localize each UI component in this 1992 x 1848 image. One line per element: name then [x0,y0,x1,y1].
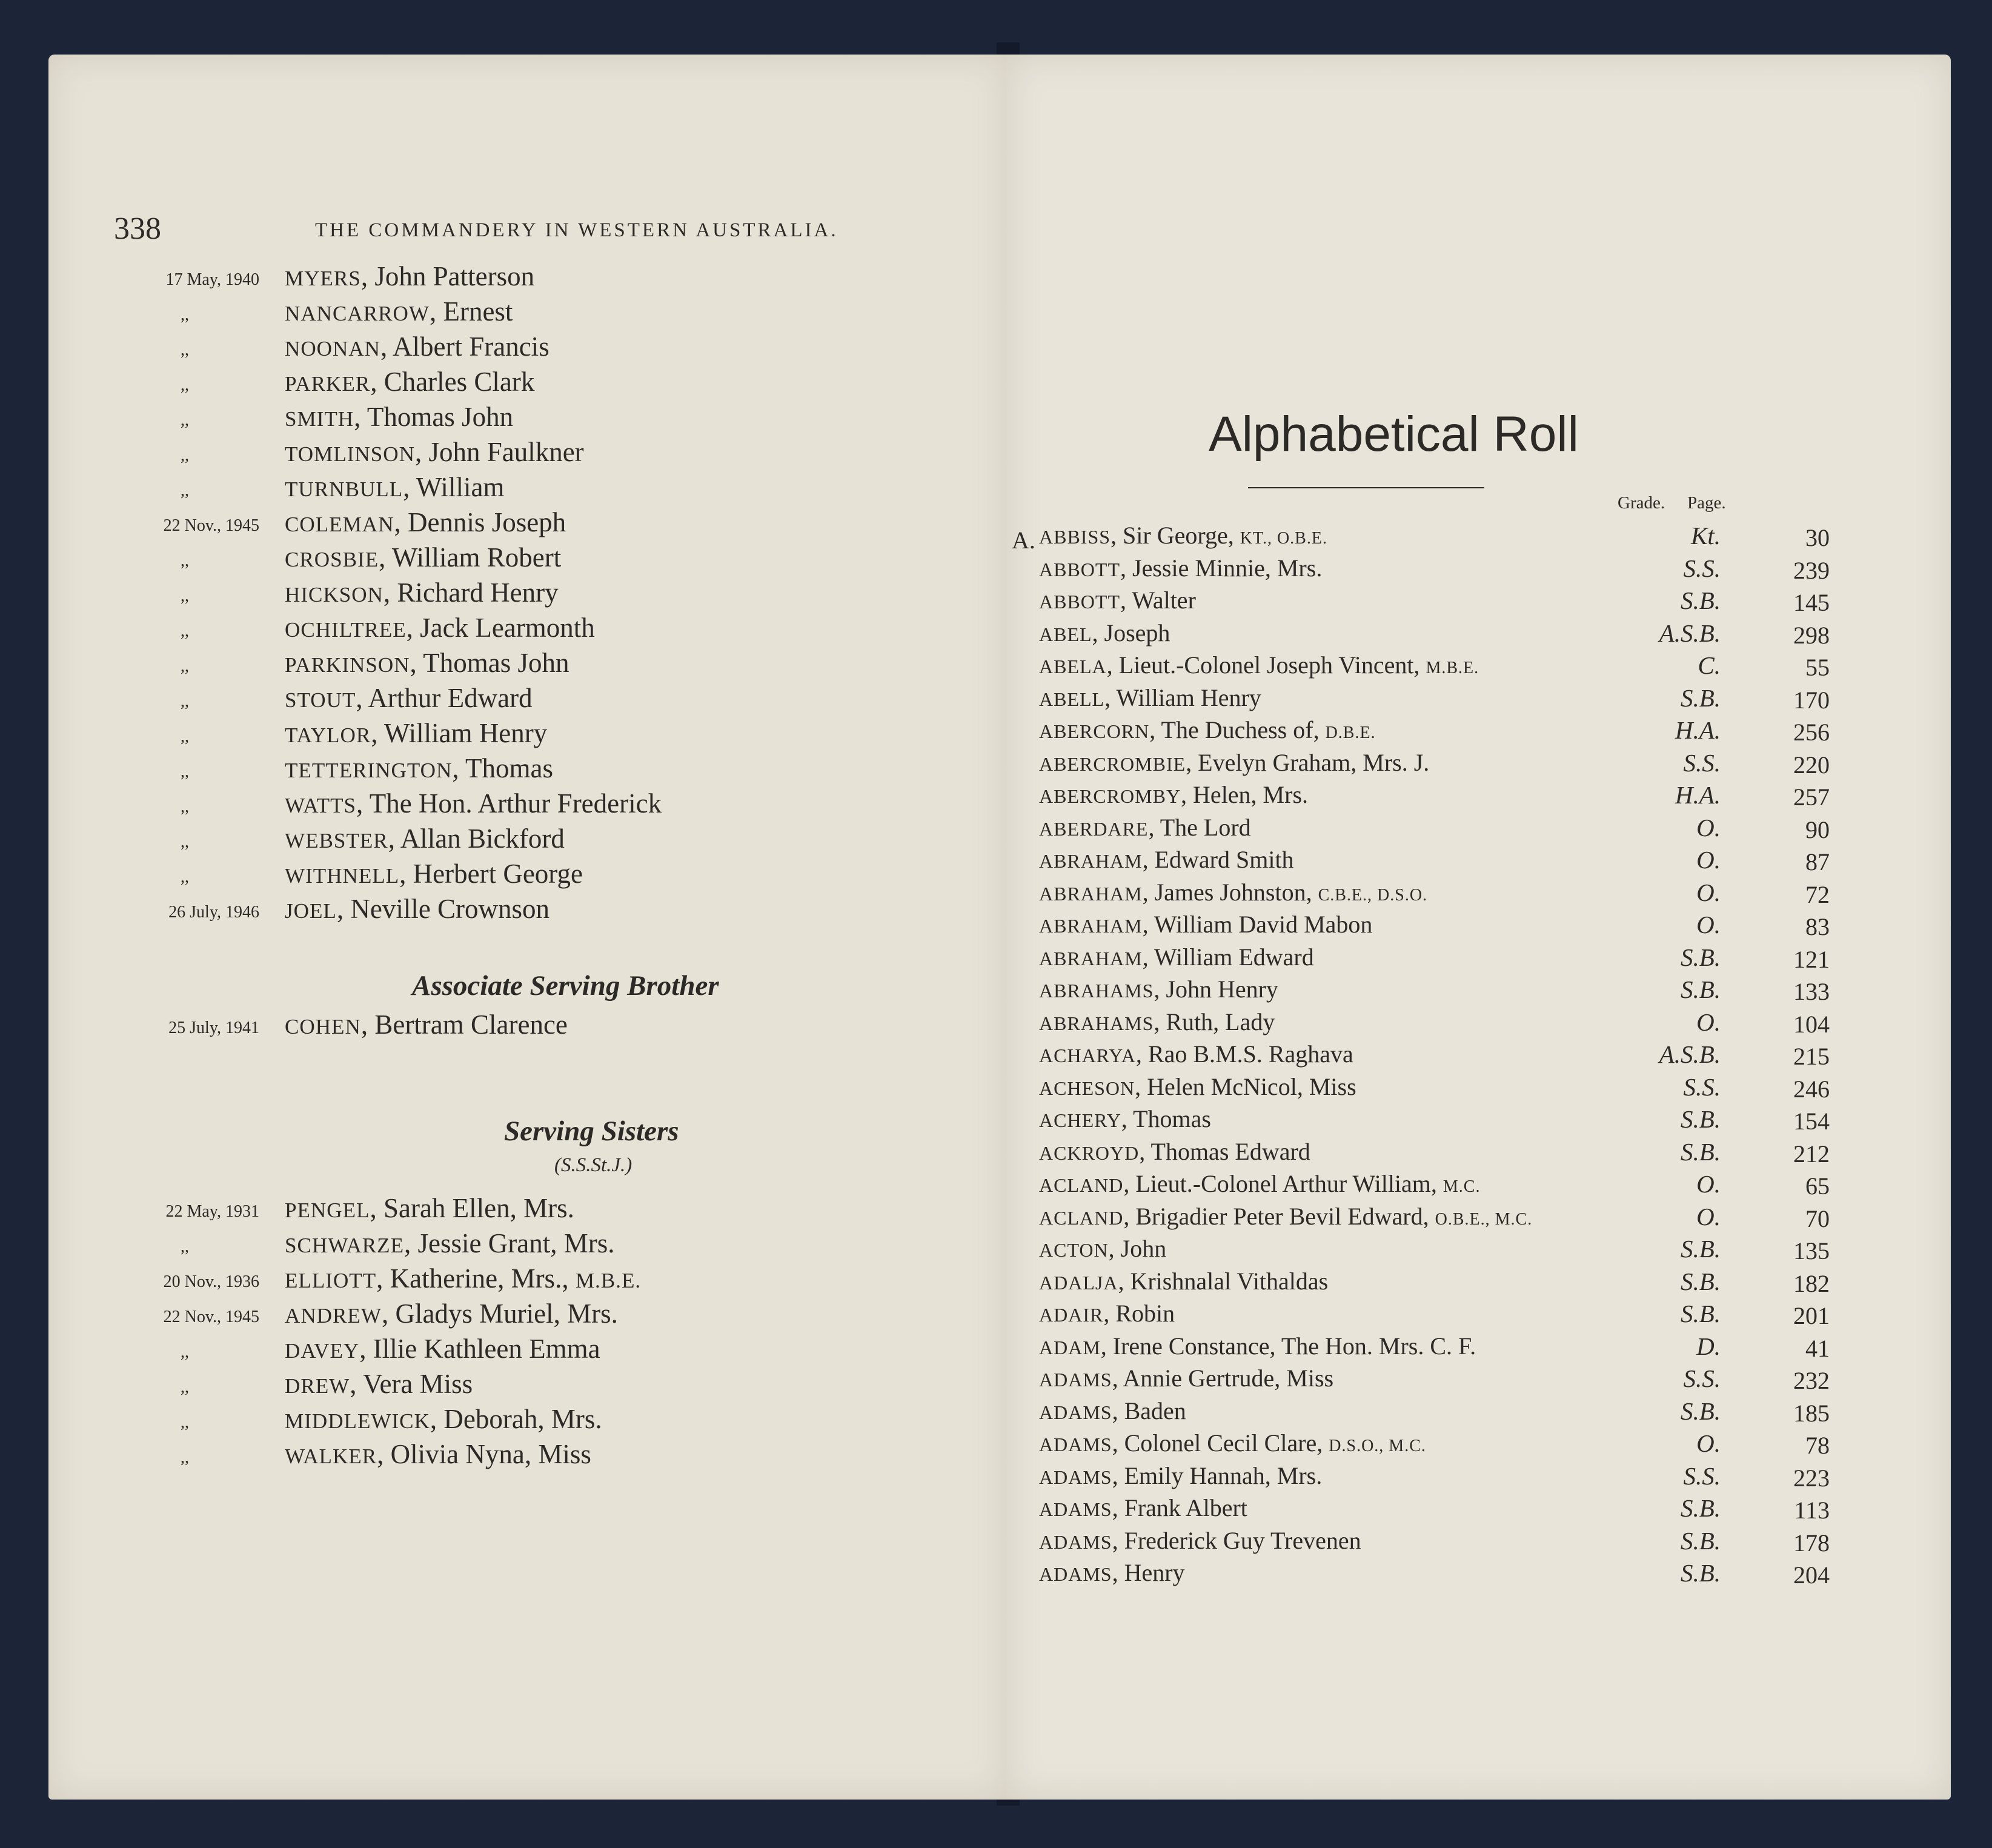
roll-entry-surname: ADALJA [1039,1271,1118,1294]
entry-surname: WATTS [285,794,357,817]
roll-entry-given-names: , Sir George, [1111,522,1240,549]
roll-entry-given-names: , Lieut.-Colonel Arthur William, [1123,1170,1443,1197]
roll-entry-honours: M.B.E. [1426,659,1479,677]
roll-entry-name [1039,1169,1480,1198]
roll-entry-name [1039,975,1278,1003]
roll-entry-grade: D. [1696,1332,1721,1360]
roll-entry-page: 104 [1793,1010,1830,1038]
entry-surname: CROSBIE [285,548,379,571]
roll-entry-page: 298 [1793,621,1830,649]
roll-entry-name [1039,1234,1166,1263]
roll-entry-name [1039,1558,1185,1587]
roll-entry-given-names: , Walter [1120,587,1196,614]
entry-date: ,, [181,481,189,500]
roll-entry-grade: S.B. [1680,976,1721,1003]
roll-entry-page: 201 [1793,1302,1830,1329]
entry-given-names: , Illie Kathleen Emma [359,1334,600,1364]
roll-entry-given-names: , Thomas [1121,1105,1211,1132]
roll-entry-name [1039,910,1372,939]
roll-entry-surname: ABRAHAM [1039,947,1143,969]
roll-entry-surname: ABEL [1039,623,1092,645]
roll-entry-name [1039,813,1251,842]
entry-surname: JOEL [285,899,337,923]
entry-surname: SCHWARZE [285,1234,405,1257]
entry-name [285,788,662,819]
roll-entry-surname: ACHERY [1039,1109,1121,1131]
roll-entry-grade: O. [1696,1429,1721,1457]
roll-entry-page: 246 [1793,1075,1830,1103]
roll-entry-grade: A.S.B. [1659,1040,1721,1068]
roll-entry-surname: ABRAHAM [1039,882,1143,905]
roll-entry-grade: S.B. [1680,1526,1721,1555]
entry-date: ,, [181,868,189,886]
roll-entry-page: 178 [1793,1529,1830,1557]
roll-entry-given-names: , Annie Gertrude, Miss [1112,1364,1334,1392]
entry-given-names: , Bertram Clarence [360,1009,568,1040]
entry-date: ,, [181,657,189,676]
roll-entry-surname: ADAMS [1039,1401,1112,1423]
entry-name [285,261,534,292]
roll-entry-grade: O. [1696,1170,1721,1198]
entry-surname: WEBSTER [285,829,388,853]
roll-entry-given-names: , Edward Smith [1142,846,1294,873]
entry-given-names: , Deborah, Mrs. [430,1404,602,1434]
entry-name [285,1438,591,1470]
entry-date: 22 Nov., 1945 [163,1308,259,1326]
roll-entry-page: 65 [1805,1172,1830,1200]
roll-entry-name [1039,619,1170,647]
roll-entry-surname: ACKROYD [1039,1142,1140,1164]
entry-given-names: , Neville Crownson [336,894,550,924]
entry-date: ,, [181,692,189,711]
entry-given-names: , Thomas John [354,402,514,432]
entry-date: ,, [181,1237,189,1256]
roll-entry-name [1039,521,1327,550]
roll-entry-name [1039,748,1429,777]
roll-entry-page: 239 [1793,556,1830,584]
entry-given-names: , The Hon. Arthur Frederick [356,788,662,819]
roll-entry-grade: O. [1696,911,1721,939]
entry-date: ,, [181,551,189,570]
roll-entry-surname: ABERCORN [1039,720,1150,742]
roll-entry-page: 133 [1793,978,1830,1005]
page-number: 338 [114,211,161,246]
roll-entry-page: 135 [1793,1237,1830,1265]
roll-entry-honours: O.B.E., M.C. [1435,1209,1533,1229]
entry-given-names: , Vera Miss [350,1369,473,1399]
roll-entry-grade: O. [1696,846,1721,874]
roll-entry-name [1039,1364,1333,1392]
roll-entry-name [1039,716,1376,744]
roll-entry-surname: ABRAHAM [1039,850,1143,872]
entry-date: ,, [181,1378,189,1397]
entry-surname: MYERS [285,267,361,290]
roll-entry-surname: ABRAHAM [1039,915,1143,937]
roll-entry-grade: O. [1696,878,1721,906]
roll-entry-given-names: , Lieut.-Colonel Joseph Vincent, [1106,651,1426,679]
roll-entry-surname: ABELA [1039,656,1107,677]
entry-date: ,, [181,727,189,746]
entry-name [285,1228,615,1259]
roll-entry-given-names: , Frederick Guy Trevenen [1112,1526,1361,1554]
entry-name [285,717,547,749]
entry-given-names: , Charles Clark [370,367,535,397]
roll-entry-name [1039,1461,1322,1490]
entry-surname: WALKER [285,1444,377,1468]
roll-entry-grade: S.B. [1680,1300,1721,1328]
entry-date: ,, [181,622,189,640]
entry-date: 26 July, 1946 [168,903,259,922]
page-column-header: Page. [1687,493,1726,513]
entry-given-names: , John Patterson [360,261,535,291]
roll-entry-surname: ABERDARE [1039,817,1149,840]
entry-name [285,893,549,925]
roll-entry-given-names: , Henry [1112,1559,1185,1586]
entry-surname: PARKER [285,372,371,396]
roll-entry-grade: S.B. [1680,1105,1721,1133]
roll-entry-honours: KT., O.B.E. [1240,529,1327,548]
roll-entry-name [1039,1202,1532,1231]
entry-given-names: , Allan Bickford [388,823,565,854]
roll-entry-given-names: , The Lord [1148,813,1251,841]
entry-surname: COHEN [285,1015,361,1039]
roll-entry-name [1039,878,1427,906]
roll-entry-name [1039,586,1196,614]
entry-name [285,858,583,889]
roll-entry-page: 182 [1793,1269,1830,1297]
roll-entry-given-names: , Thomas Edward [1139,1137,1310,1165]
entry-date: ,, [181,411,189,430]
roll-entry-surname: ACHESON [1039,1077,1135,1099]
entry-name [285,331,549,362]
roll-entry-page: 72 [1805,880,1830,908]
roll-entry-surname: ACLAND [1039,1206,1124,1229]
roll-entry-given-names: , The Duchess of, [1149,716,1326,743]
associate-heading: Associate Serving Brother [412,970,719,1002]
roll-entry-surname: ADAIR [1039,1304,1104,1326]
roll-entry-page: 113 [1794,1497,1830,1524]
roll-entry-page: 220 [1793,751,1830,779]
entry-date: ,, [181,1413,189,1432]
entry-name [285,542,561,573]
entry-date: ,, [181,1448,189,1467]
entry-given-names: , Ernest [429,296,513,327]
entry-name [285,366,534,397]
roll-entry-name [1039,1040,1353,1068]
roll-entry-page: 121 [1793,945,1830,973]
roll-entry-name [1039,683,1261,712]
entry-name [285,612,595,643]
entry-date: 17 May, 1940 [165,270,259,289]
roll-entry-surname: ADAMS [1039,1466,1112,1488]
roll-entry-given-names: , William David Mabon [1142,911,1373,938]
roll-entry-honours: M.C. [1443,1177,1481,1196]
roll-entry-grade: S.B. [1680,683,1721,712]
entry-name [285,401,513,433]
roll-entry-given-names: , Joseph [1092,619,1170,646]
roll-entry-name [1039,1494,1247,1522]
roll-entry-page: 223 [1793,1464,1830,1492]
entry-given-names: , Jessie Grant, Mrs. [404,1228,615,1258]
entry-name [285,1333,600,1364]
roll-entry-surname: ACTON [1039,1239,1109,1261]
roll-entry-given-names: , John [1108,1235,1167,1262]
entry-given-names: , William Robert [379,542,562,573]
roll-entry-name [1039,1267,1328,1295]
roll-entry-given-names: , Rao B.M.S. Raghava [1135,1040,1353,1068]
entry-given-names: , Arthur Edward [356,683,533,713]
roll-entry-surname: ACLAND [1039,1174,1124,1196]
roll-entry-surname: ADAMS [1039,1498,1112,1520]
roll-entry-surname: ABBOTT [1039,558,1120,580]
entry-name [285,823,565,854]
entry-name [285,507,566,538]
letter-marker: A. [1012,527,1035,554]
roll-entry-given-names: , Emily Hannah, Mrs. [1112,1461,1323,1489]
entry-surname: TETTERINGTON [285,759,453,782]
roll-entry-page: 170 [1793,686,1830,714]
entry-name [285,577,559,608]
running-head: THE COMMANDERY IN WESTERN AUSTRALIA. [315,219,838,241]
sisters-subheading: (S.S.St.J.) [554,1154,632,1176]
roll-entry-page: 204 [1793,1561,1830,1589]
roll-entry-given-names: , William Edward [1142,943,1314,971]
roll-entry-grade: H.A. [1675,781,1721,809]
roll-entry-grade: C. [1698,651,1721,679]
roll-entry-given-names: , Frank Albert [1112,1494,1247,1521]
roll-entry-honours: D.B.E. [1325,723,1376,742]
entry-given-names: , Albert Francis [380,331,549,362]
entry-honours: M.B.E. [575,1269,642,1292]
roll-entry-page: 185 [1793,1399,1830,1427]
entry-date: ,, [181,305,189,324]
entry-name [285,296,513,327]
roll-entry-grade: S.B. [1680,1137,1721,1166]
roll-entry-surname: ABERCROMBIE [1039,753,1186,775]
roll-entry-name [1039,943,1314,971]
roll-entry-name [1039,1072,1356,1101]
entry-given-names: , Jack Learmonth [406,613,595,643]
entry-date: ,, [181,587,189,605]
entry-surname: PARKINSON [285,653,410,677]
entry-given-names: , Olivia Nyna, Miss [377,1439,591,1469]
roll-entry-page: 87 [1805,848,1830,876]
roll-entry-grade: S.B. [1680,1494,1721,1522]
entry-given-names: , William [403,472,505,502]
roll-entry-grade: H.A. [1675,716,1721,744]
roll-entry-grade: S.S. [1683,1072,1721,1101]
roll-entry-given-names: , Helen McNicol, Miss [1135,1072,1356,1100]
roll-entry-grade: A.S.B. [1659,619,1721,647]
entry-name [285,1403,602,1435]
right-page [1006,55,1951,1800]
roll-entry-grade: S.S. [1683,748,1721,777]
entry-surname: TOMLINSON [285,442,415,466]
entry-given-names: , Richard Henry [383,577,559,608]
roll-entry-page: 90 [1805,816,1830,843]
entry-name [285,1263,641,1294]
grade-column-header: Grade. [1618,493,1665,513]
roll-entry-grade: S.B. [1680,1235,1721,1263]
roll-entry-given-names: , Robin [1103,1300,1175,1327]
roll-entry-given-names: , Ruth, Lady [1154,1008,1275,1035]
roll-entry-name [1039,845,1294,874]
entry-name [285,1298,618,1329]
roll-entry-given-names: , Irene Constance, The Hon. Mrs. C. F. [1100,1332,1476,1360]
roll-entry-honours: C.B.E., D.S.O. [1318,885,1428,905]
entry-surname: SMITH [285,407,354,431]
roll-entry-grade: S.B. [1680,943,1721,971]
roll-entry-surname: ADAMS [1039,1369,1112,1391]
entry-surname: HICKSON [285,583,383,607]
entry-given-names: , Sarah Ellen, Mrs. [370,1193,574,1223]
roll-entry-grade: O. [1696,813,1721,842]
entry-surname: NOONAN [285,337,380,361]
roll-entry-name [1039,1008,1275,1036]
roll-entry-name [1039,1429,1426,1457]
sisters-heading: Serving Sisters [504,1115,679,1147]
entry-date: 22 May, 1931 [165,1202,259,1221]
roll-entry-given-names: , James Johnston, [1142,878,1318,906]
entry-surname: STOUT [285,688,356,712]
entry-date: 20 Nov., 1936 [163,1272,259,1291]
roll-entry-page: 30 [1805,524,1830,551]
entry-given-names: , Gladys Muriel, Mrs. [381,1298,618,1329]
roll-entry-grade: S.B. [1680,587,1721,614]
roll-entry-given-names: , Evelyn Graham, Mrs. J. [1186,748,1430,776]
entry-date: 25 July, 1941 [168,1019,259,1037]
roll-entry-page: 78 [1805,1432,1830,1459]
entry-date: ,, [181,1343,189,1361]
roll-entry-surname: ABBISS [1039,526,1111,548]
entry-name [285,753,553,784]
entry-surname: MIDDLEWICK [285,1409,430,1433]
roll-entry-grade: Kt. [1691,522,1721,550]
entry-given-names: , Herbert George [399,859,583,889]
roll-title: Alphabetical Roll [1209,407,1579,462]
entry-surname: PENGEL [285,1198,370,1222]
roll-entry-surname: ADAMS [1039,1434,1112,1455]
roll-entry-surname: ABELL [1039,688,1105,710]
roll-entry-page: 256 [1793,719,1830,746]
entry-surname: OCHILTREE [285,618,407,642]
roll-entry-surname: ADAMS [1039,1563,1112,1585]
entry-date: ,, [181,446,189,465]
entry-name [285,471,504,503]
entry-surname: COLEMAN [285,513,394,536]
roll-entry-page: 55 [1805,654,1830,681]
entry-surname: NANCARROW [285,302,430,325]
roll-entry-given-names: , Baden [1112,1397,1186,1424]
roll-entry-surname: ACHARYA [1039,1045,1136,1066]
roll-entry-page: 154 [1793,1108,1830,1135]
entry-date: ,, [181,376,189,394]
roll-entry-name [1039,1332,1476,1360]
roll-entry-surname: ABBOTT [1039,591,1120,613]
roll-entry-name [1039,1397,1186,1425]
entry-surname: TAYLOR [285,723,371,747]
roll-entry-name [1039,1526,1361,1555]
entry-date: ,, [181,833,189,851]
entry-surname: TURNBULL [285,477,403,501]
roll-entry-name [1039,780,1308,809]
entry-date: ,, [181,341,189,359]
roll-entry-honours: D.S.O., M.C. [1329,1437,1426,1455]
entry-date: ,, [181,797,189,816]
roll-entry-grade: O. [1696,1202,1721,1231]
entry-date: 22 Nov., 1945 [163,516,259,535]
roll-entry-name [1039,651,1479,679]
roll-entry-page: 83 [1805,913,1830,940]
entry-name [285,647,569,679]
entry-name [285,1192,574,1224]
entry-name [285,436,584,468]
roll-entry-grade: S.B. [1680,1267,1721,1295]
roll-entry-grade: S.B. [1680,1397,1721,1425]
roll-entry-grade: S.S. [1683,554,1721,582]
roll-entry-page: 41 [1805,1334,1830,1362]
entry-given-names: , Thomas John [410,648,569,678]
roll-entry-given-names: , Jessie Minnie, Mrs. [1120,554,1323,582]
entry-name [285,1368,473,1400]
roll-entry-given-names: , Krishnalal Vithaldas [1118,1267,1329,1295]
entry-given-names: , Dennis Joseph [394,507,566,537]
entry-surname: DAVEY [285,1339,360,1363]
roll-entry-page: 232 [1793,1367,1830,1394]
entry-name [285,1009,568,1040]
entry-date: ,, [181,762,189,781]
entry-surname: WITHNELL [285,864,400,888]
entry-given-names: , John Faulkner [414,437,584,467]
left-page [48,55,1008,1800]
entry-given-names: , Katherine, Mrs., [376,1263,576,1294]
roll-entry-name [1039,1299,1175,1328]
roll-entry-given-names: , Colonel Cecil Clare, [1112,1429,1329,1457]
entry-surname: ELLIOTT [285,1269,377,1292]
roll-entry-page: 212 [1793,1140,1830,1168]
roll-entry-name [1039,1137,1310,1166]
roll-entry-page: 145 [1793,589,1830,616]
roll-entry-surname: ADAMS [1039,1531,1112,1553]
roll-entry-given-names: , William Henry [1104,683,1261,711]
entry-surname: DREW [285,1374,350,1398]
roll-entry-grade: S.S. [1683,1461,1721,1490]
roll-entry-surname: ABRAHAMS [1039,980,1154,1002]
entry-surname: ANDREW [285,1304,382,1328]
roll-entry-page: 257 [1793,783,1830,811]
roll-entry-surname: ABRAHAMS [1039,1012,1154,1034]
roll-entry-page: 215 [1793,1043,1830,1070]
roll-entry-surname: ADAM [1039,1336,1101,1358]
roll-entry-grade: S.B. [1680,1559,1721,1587]
roll-entry-grade: O. [1696,1008,1721,1036]
roll-entry-grade: S.S. [1683,1364,1721,1392]
roll-entry-given-names: , John Henry [1154,976,1278,1003]
entry-given-names: , William Henry [371,718,548,748]
roll-entry-name [1039,554,1322,582]
roll-entry-surname: ABERCROMBY [1039,785,1181,807]
roll-entry-page: 70 [1805,1205,1830,1232]
entry-name [285,682,533,714]
title-rule [1248,487,1484,488]
roll-entry-given-names: , Helen, Mrs. [1181,781,1309,808]
roll-entry-given-names: , Brigadier Peter Bevil Edward, [1123,1202,1435,1230]
entry-given-names: , Thomas [452,753,554,783]
roll-entry-name [1039,1105,1211,1133]
